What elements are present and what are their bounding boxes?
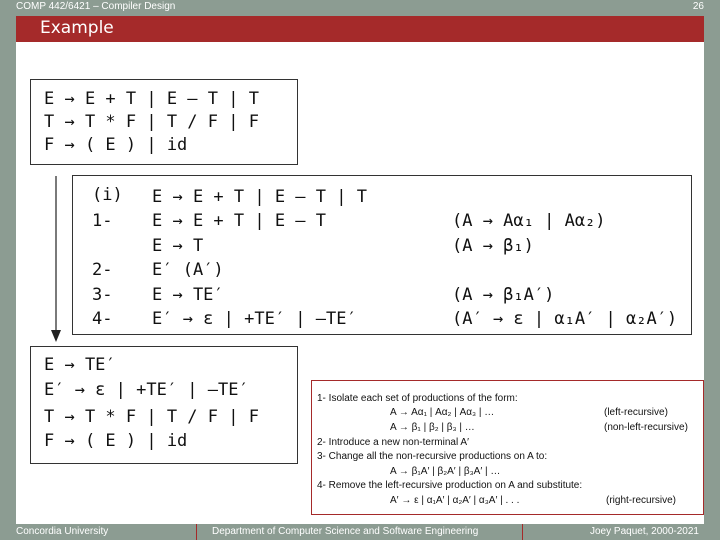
page-number: 26 (692, 1, 704, 12)
procedure-tag-right-recursive: (right-recursive) (606, 495, 677, 506)
step-production: E → E + T | E – T (152, 211, 326, 231)
procedure-rule-left-recursive: A → Aα₁ | Aα₂ | Aα₃ | … (390, 407, 495, 418)
result-line-2: E′ → ε | +TE′ | –TE′ (44, 380, 249, 400)
slide-title: Example (40, 18, 114, 38)
procedure-rule-non-left-recursive: A → β₁ | β₂ | β₃ | … (390, 422, 475, 433)
step-label: (i) (92, 185, 123, 205)
step-production: E′ (A′) (152, 260, 224, 280)
footer-university: Concordia University (16, 526, 109, 537)
procedure-step-1: 1- Isolate each set of productions of the form: (317, 393, 518, 404)
step-production: E → E + T | E – T | T (152, 187, 367, 207)
procedure-tag-non-left-recursive: (non-left-recursive) (604, 422, 688, 433)
step-production: E → TE′ (152, 285, 224, 305)
step-annotation: (A → Aα₁ | Aα₂) (452, 211, 606, 231)
procedure-step-4: 4- Remove the left-recursive production on A and substitute: (317, 480, 583, 491)
step-label: 2- (92, 260, 113, 280)
title-bar (16, 16, 704, 42)
footer-department: Department of Computer Science and Software Engineering (212, 526, 479, 537)
result-line-4: F → ( E ) | id (44, 431, 188, 451)
course-title: COMP 442/6421 – Compiler Design (16, 1, 176, 12)
step-annotation: (A′ → ε | α₁A′ | α₂A′) (452, 309, 678, 329)
grammar-line-3: F → ( E ) | id (44, 135, 188, 155)
grammar-line-2: T → T * F | T / F | F (44, 112, 259, 132)
procedure-step-2: 2- Introduce a new non-terminal A′ (317, 437, 469, 448)
result-line-1: E → TE′ (44, 355, 116, 375)
step-label: 4- (92, 309, 113, 329)
procedure-step-3: 3- Change all the non-recursive productions on A to: (317, 451, 548, 462)
step-label: 3- (92, 285, 113, 305)
step-label: 1- (92, 211, 113, 231)
step-production: E′ → ε | +TE′ | –TE′ (152, 309, 357, 329)
procedure-tag-left-recursive: (left-recursive) (604, 407, 668, 418)
footer-author: Joey Paquet, 2000-2021 (590, 526, 699, 537)
result-line-3: T → T * F | T / F | F (44, 407, 259, 427)
footer-divider (196, 524, 197, 540)
footer-divider (522, 524, 523, 540)
procedure-rule-non-recursive: A → β₁A′ | β₂A′ | β₃A′ | … (390, 466, 501, 477)
grammar-line-1: E → E + T | E – T | T (44, 89, 259, 109)
step-annotation: (A → β₁) (452, 236, 534, 256)
step-production: E → T (152, 236, 204, 256)
step-annotation: (A → β₁A′) (452, 285, 555, 305)
procedure-rule-right-recursive: A′ → ε | α₁A′ | α₂A′ | α₃A′ | . . . (390, 495, 520, 506)
down-arrow-icon (48, 176, 64, 344)
